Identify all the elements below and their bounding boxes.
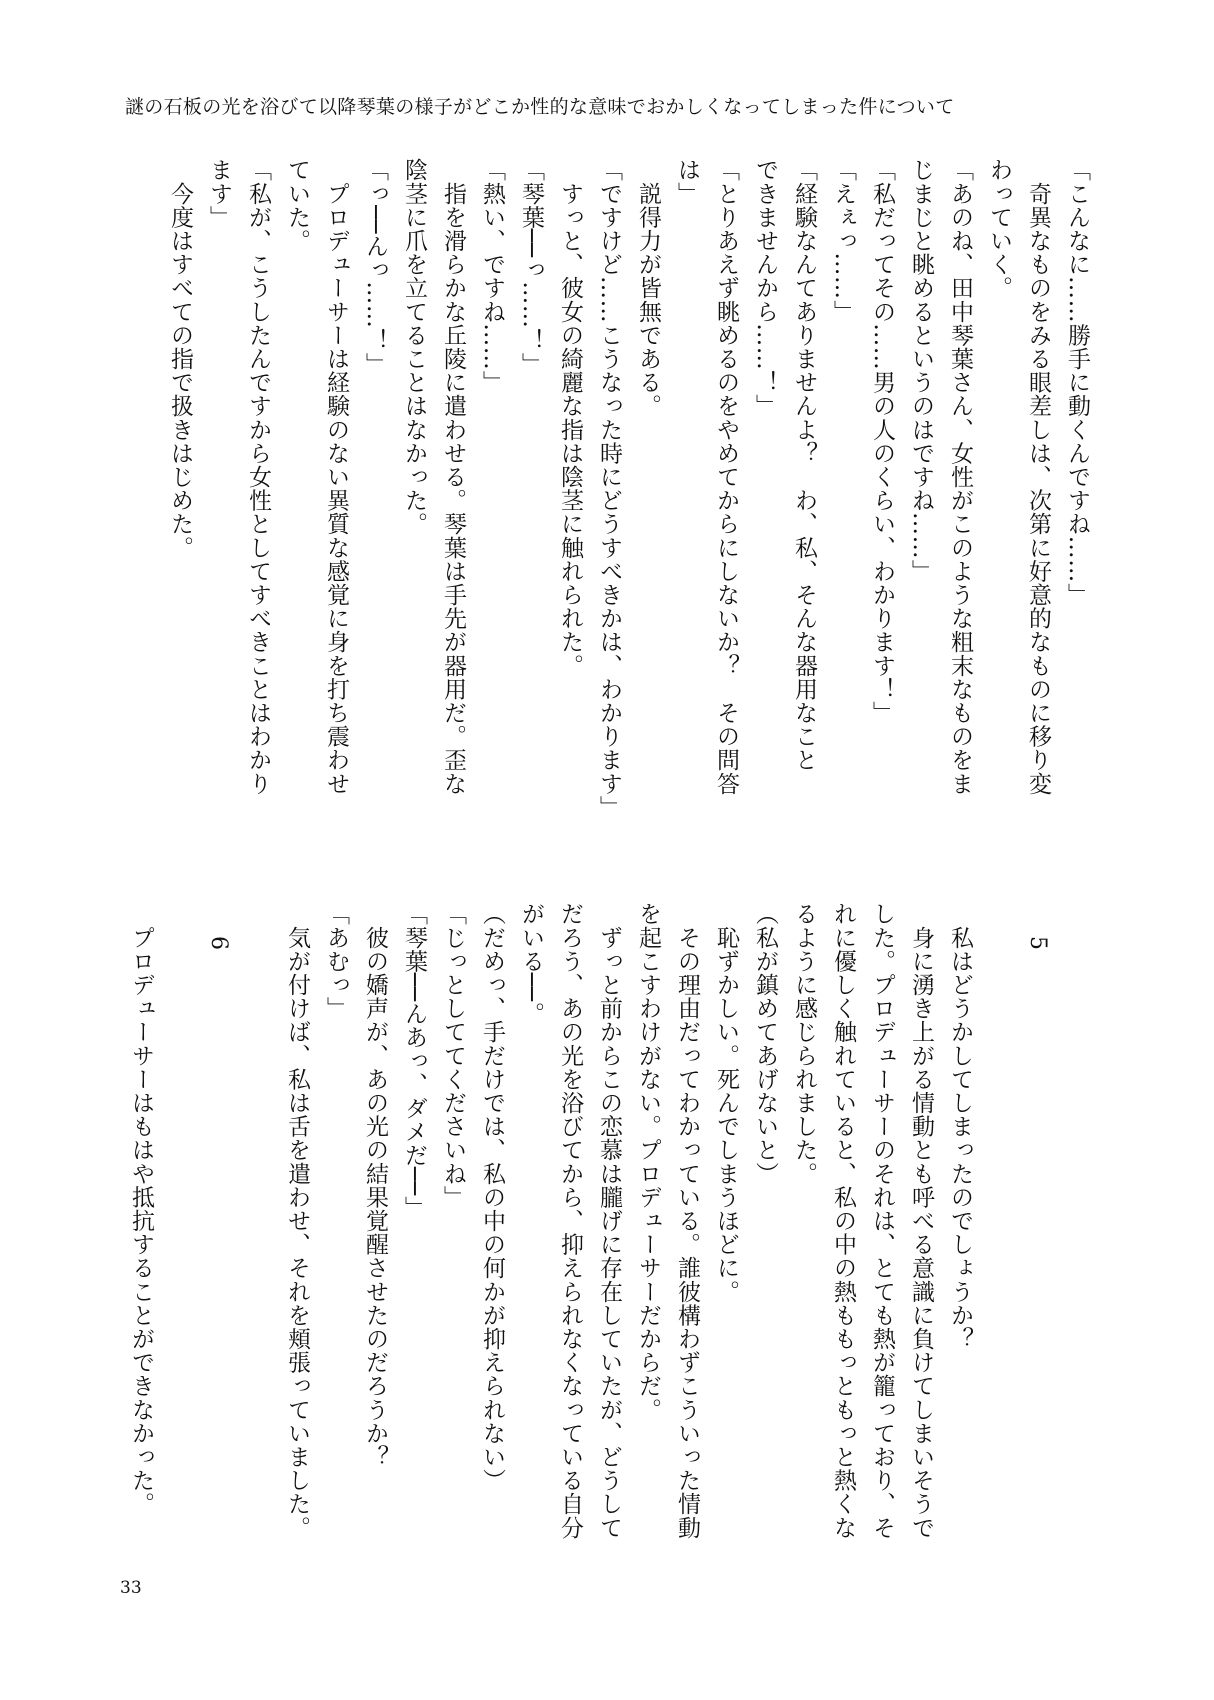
text-line: 「経験なんてありませんよ？ わ、私、そんな器用なこと: [791, 158, 817, 772]
text-line: わっていく。: [986, 158, 1012, 300]
spacer: [1057, 902, 1096, 1542]
section-heading-6: 6: [206, 936, 231, 951]
text-line: 彼の嬌声が、あの光の結果覚醒させたのだろうか？: [362, 902, 388, 1469]
text-line: 私はどうかしてしまったのでしょうか？: [947, 902, 973, 1351]
running-header: 謎の石板の光を浴びて以降琴葉の様子がどこか性的な意味でおかしくなってしまった件について: [125, 96, 955, 118]
text-line: 説得力が皆無である。: [635, 158, 661, 418]
text-line: プロデューサーは経験のない異質な感覚に身を打ち震わせ: [323, 158, 349, 796]
section-heading-5: 5: [1025, 936, 1050, 951]
text-line: 「こんなに……勝手に動くんですね……」: [1064, 158, 1090, 607]
text-line: できませんから……！」: [752, 158, 778, 418]
text-line: れに優しく触れていると、私の中の熱ももっともっと熱くな: [830, 902, 856, 1540]
text-line: ていた。: [284, 158, 310, 253]
text-line: じまじと眺めるというのはですね……」: [908, 158, 934, 583]
text-line: 「あむっ」: [323, 902, 349, 1020]
text-line: ずっと前からこの恋慕は朧げに存在していたが、どうして: [596, 902, 622, 1540]
text-line: （私が鎮めてあげないと）: [752, 902, 778, 1186]
text-line: 「私が、こうしたんですから女性としてすべきことはわかり: [245, 158, 271, 796]
text-line: （だめっ、手だけでは、私の中の何かが抑えられない）: [479, 902, 505, 1492]
text-line: 「えぇっ……」: [830, 158, 856, 324]
text-line: 身に湧き上がる情動とも呼べる意識に負けてしまいそうで: [908, 902, 934, 1540]
text-line: した。プロデューサーのそれは、とても熱が籠っており、そ: [869, 902, 895, 1540]
text-line: 「とりあえず眺めるのをやめてからにしないか？ その問答: [713, 158, 739, 796]
text-line: 「私だってその……男の人のくらい、わかります！」: [869, 158, 895, 725]
text-line: は」: [674, 158, 700, 206]
text-line: その理由だってわかっている。誰彼構わずこういった情動: [674, 902, 700, 1540]
text-line: 陰茎に爪を立てることはなかった。: [401, 158, 427, 536]
text-line: すっと、彼女の綺麗な指は陰茎に触れられた。: [557, 158, 583, 678]
text-line: 「熱い、ですね……」: [479, 158, 505, 394]
text-line: 恥ずかしい。死んでしまうほどに。: [713, 902, 739, 1304]
text-line: 「琴葉──っ……！」: [518, 158, 544, 376]
spacer: [238, 902, 277, 1542]
text-line: がいる──。: [518, 902, 544, 1026]
text-line: 気が付けば、私は舌を遣わせ、それを頬張っていました。: [284, 902, 310, 1540]
text-line: だろう、あの光を浴びてから、抑えられなくなっている自分: [557, 902, 583, 1540]
text-line: 今度はすべての指で扱きはじめた。: [167, 158, 193, 560]
text-line: 「あのね、田中琴葉さん、女性がこのような粗末なものをま: [947, 158, 973, 796]
page-number: 33: [120, 1578, 142, 1598]
text-line: を起こすわけがない。プロデューサーだからだ。: [635, 902, 661, 1422]
text-line: プロデューサーはもはや抵抗することができなかった。: [128, 902, 154, 1516]
spacer: [979, 902, 1018, 1542]
text-line: ます」: [206, 158, 232, 229]
text-line: 奇異なものをみる眼差しは、次第に好意的なものに移り変: [1025, 158, 1051, 796]
text-line: 「琴葉──んあっ、ダメだ──」: [401, 902, 427, 1220]
text-line: るように感じられました。: [791, 902, 817, 1186]
text-line: 「じっとしててくださいね」: [440, 902, 466, 1209]
lower-text-block: [121, 902, 1096, 1542]
text-line: 「ですけど……こうなった時にどうすべきかは、わかります」: [596, 158, 622, 819]
spacer: [160, 902, 199, 1542]
text-line: 指を滑らかな丘陵に遣わせる。琴葉は手先が器用だ。歪な: [440, 158, 466, 796]
upper-text-block: [160, 158, 1096, 819]
text-line: 「っ──んっ……！」: [362, 158, 388, 376]
